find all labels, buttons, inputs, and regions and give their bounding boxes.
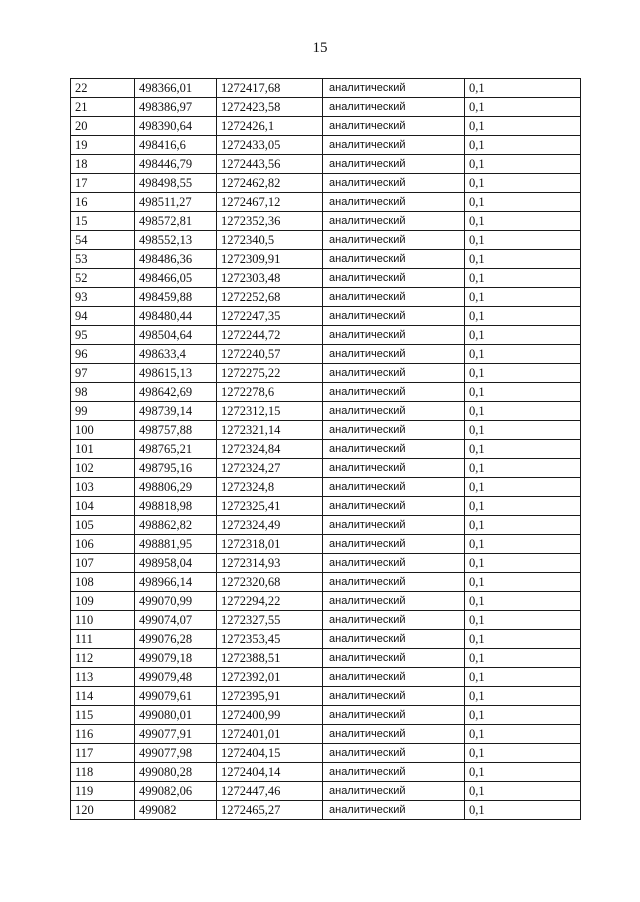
table-row [71, 440, 581, 459]
point-number-cell: 115 [71, 706, 135, 725]
point-number-cell: 105 [71, 516, 135, 535]
y-coordinate-cell: 1272426,1 [217, 117, 323, 136]
x-coordinate-cell: 499076,28 [135, 630, 217, 649]
accuracy-cell: 0,1 [465, 250, 581, 269]
table-row [71, 668, 581, 687]
point-number-cell: 107 [71, 554, 135, 573]
y-coordinate-cell: 1272433,05 [217, 136, 323, 155]
accuracy-cell: 0,1 [465, 535, 581, 554]
x-coordinate-cell: 498504,64 [135, 326, 217, 345]
method-cell: аналитический [323, 763, 465, 782]
accuracy-cell: 0,1 [465, 402, 581, 421]
method-cell: аналитический [323, 383, 465, 402]
table-row [71, 554, 581, 573]
table-row [71, 478, 581, 497]
x-coordinate-cell: 498572,81 [135, 212, 217, 231]
point-number-cell: 93 [71, 288, 135, 307]
point-number-cell: 108 [71, 573, 135, 592]
point-number-cell: 111 [71, 630, 135, 649]
point-number-cell: 53 [71, 250, 135, 269]
method-cell: аналитический [323, 554, 465, 573]
y-coordinate-cell: 1272417,68 [217, 79, 323, 98]
y-coordinate-cell: 1272320,68 [217, 573, 323, 592]
accuracy-cell: 0,1 [465, 98, 581, 117]
method-cell: аналитический [323, 573, 465, 592]
table-row [71, 421, 581, 440]
y-coordinate-cell: 1272404,14 [217, 763, 323, 782]
table-row [71, 98, 581, 117]
method-cell: аналитический [323, 706, 465, 725]
table-row [71, 649, 581, 668]
table-row [71, 250, 581, 269]
x-coordinate-cell: 498552,13 [135, 231, 217, 250]
method-cell: аналитический [323, 155, 465, 174]
x-coordinate-cell: 498416,6 [135, 136, 217, 155]
method-cell: аналитический [323, 801, 465, 820]
x-coordinate-cell: 498642,69 [135, 383, 217, 402]
y-coordinate-cell: 1272443,56 [217, 155, 323, 174]
table-row [71, 706, 581, 725]
accuracy-cell: 0,1 [465, 554, 581, 573]
x-coordinate-cell: 499082,06 [135, 782, 217, 801]
method-cell: аналитический [323, 421, 465, 440]
method-cell: аналитический [323, 269, 465, 288]
x-coordinate-cell: 498881,95 [135, 535, 217, 554]
point-number-cell: 18 [71, 155, 135, 174]
method-cell: аналитический [323, 478, 465, 497]
y-coordinate-cell: 1272244,72 [217, 326, 323, 345]
method-cell: аналитический [323, 687, 465, 706]
point-number-cell: 20 [71, 117, 135, 136]
accuracy-cell: 0,1 [465, 231, 581, 250]
point-number-cell: 94 [71, 307, 135, 326]
y-coordinate-cell: 1272400,99 [217, 706, 323, 725]
table-row [71, 288, 581, 307]
table-row [71, 782, 581, 801]
table-row [71, 573, 581, 592]
accuracy-cell: 0,1 [465, 516, 581, 535]
accuracy-cell: 0,1 [465, 79, 581, 98]
method-cell: аналитический [323, 98, 465, 117]
y-coordinate-cell: 1272324,84 [217, 440, 323, 459]
x-coordinate-cell: 499079,48 [135, 668, 217, 687]
accuracy-cell: 0,1 [465, 459, 581, 478]
point-number-cell: 96 [71, 345, 135, 364]
point-number-cell: 103 [71, 478, 135, 497]
point-number-cell: 112 [71, 649, 135, 668]
y-coordinate-cell: 1272327,55 [217, 611, 323, 630]
accuracy-cell: 0,1 [465, 212, 581, 231]
y-coordinate-cell: 1272392,01 [217, 668, 323, 687]
method-cell: аналитический [323, 364, 465, 383]
accuracy-cell: 0,1 [465, 744, 581, 763]
y-coordinate-cell: 1272321,14 [217, 421, 323, 440]
x-coordinate-cell: 499077,98 [135, 744, 217, 763]
accuracy-cell: 0,1 [465, 725, 581, 744]
table-row [71, 193, 581, 212]
method-cell: аналитический [323, 649, 465, 668]
x-coordinate-cell: 499077,91 [135, 725, 217, 744]
table-row [71, 79, 581, 98]
point-number-cell: 102 [71, 459, 135, 478]
page-number: 15 [312, 40, 328, 56]
y-coordinate-cell: 1272240,57 [217, 345, 323, 364]
y-coordinate-cell: 1272395,91 [217, 687, 323, 706]
y-coordinate-cell: 1272325,41 [217, 497, 323, 516]
table-row [71, 725, 581, 744]
table-row [71, 763, 581, 782]
accuracy-cell: 0,1 [465, 440, 581, 459]
point-number-cell: 116 [71, 725, 135, 744]
point-number-cell: 113 [71, 668, 135, 687]
y-coordinate-cell: 1272340,5 [217, 231, 323, 250]
x-coordinate-cell: 498966,14 [135, 573, 217, 592]
table-row [71, 611, 581, 630]
accuracy-cell: 0,1 [465, 193, 581, 212]
method-cell: аналитический [323, 630, 465, 649]
method-cell: аналитический [323, 231, 465, 250]
point-number-cell: 120 [71, 801, 135, 820]
x-coordinate-cell: 498818,98 [135, 497, 217, 516]
method-cell: аналитический [323, 212, 465, 231]
accuracy-cell: 0,1 [465, 706, 581, 725]
point-number-cell: 104 [71, 497, 135, 516]
accuracy-cell: 0,1 [465, 421, 581, 440]
accuracy-cell: 0,1 [465, 478, 581, 497]
x-coordinate-cell: 498795,16 [135, 459, 217, 478]
accuracy-cell: 0,1 [465, 573, 581, 592]
table-row [71, 516, 581, 535]
x-coordinate-cell: 498459,88 [135, 288, 217, 307]
table-row [71, 497, 581, 516]
point-number-cell: 100 [71, 421, 135, 440]
y-coordinate-cell: 1272467,12 [217, 193, 323, 212]
point-number-cell: 118 [71, 763, 135, 782]
method-cell: аналитический [323, 611, 465, 630]
table-row [71, 535, 581, 554]
method-cell: аналитический [323, 136, 465, 155]
method-cell: аналитический [323, 668, 465, 687]
x-coordinate-cell: 499080,01 [135, 706, 217, 725]
table-row [71, 402, 581, 421]
accuracy-cell: 0,1 [465, 592, 581, 611]
y-coordinate-cell: 1272318,01 [217, 535, 323, 554]
x-coordinate-cell: 498757,88 [135, 421, 217, 440]
x-coordinate-cell: 499079,61 [135, 687, 217, 706]
method-cell: аналитический [323, 725, 465, 744]
table-row [71, 231, 581, 250]
x-coordinate-cell: 498806,29 [135, 478, 217, 497]
accuracy-cell: 0,1 [465, 630, 581, 649]
point-number-cell: 117 [71, 744, 135, 763]
x-coordinate-cell: 498615,13 [135, 364, 217, 383]
method-cell: аналитический [323, 535, 465, 554]
method-cell: аналитический [323, 79, 465, 98]
point-number-cell: 99 [71, 402, 135, 421]
x-coordinate-cell: 498390,64 [135, 117, 217, 136]
method-cell: аналитический [323, 592, 465, 611]
point-number-cell: 119 [71, 782, 135, 801]
point-number-cell: 52 [71, 269, 135, 288]
x-coordinate-cell: 499082 [135, 801, 217, 820]
accuracy-cell: 0,1 [465, 497, 581, 516]
table-row [71, 326, 581, 345]
accuracy-cell: 0,1 [465, 364, 581, 383]
x-coordinate-cell: 499079,18 [135, 649, 217, 668]
x-coordinate-cell: 498765,21 [135, 440, 217, 459]
y-coordinate-cell: 1272324,8 [217, 478, 323, 497]
x-coordinate-cell: 498486,36 [135, 250, 217, 269]
x-coordinate-cell: 498862,82 [135, 516, 217, 535]
accuracy-cell: 0,1 [465, 307, 581, 326]
table-row [71, 136, 581, 155]
point-number-cell: 101 [71, 440, 135, 459]
table-row [71, 307, 581, 326]
accuracy-cell: 0,1 [465, 801, 581, 820]
method-cell: аналитический [323, 782, 465, 801]
accuracy-cell: 0,1 [465, 763, 581, 782]
table-row [71, 364, 581, 383]
accuracy-cell: 0,1 [465, 782, 581, 801]
x-coordinate-cell: 498511,27 [135, 193, 217, 212]
table-row [71, 592, 581, 611]
accuracy-cell: 0,1 [465, 383, 581, 402]
x-coordinate-cell: 498386,97 [135, 98, 217, 117]
x-coordinate-cell: 499080,28 [135, 763, 217, 782]
point-number-cell: 16 [71, 193, 135, 212]
y-coordinate-cell: 1272447,46 [217, 782, 323, 801]
y-coordinate-cell: 1272303,48 [217, 269, 323, 288]
method-cell: аналитический [323, 193, 465, 212]
y-coordinate-cell: 1272312,15 [217, 402, 323, 421]
y-coordinate-cell: 1272278,6 [217, 383, 323, 402]
method-cell: аналитический [323, 174, 465, 193]
method-cell: аналитический [323, 459, 465, 478]
method-cell: аналитический [323, 326, 465, 345]
accuracy-cell: 0,1 [465, 136, 581, 155]
point-number-cell: 21 [71, 98, 135, 117]
table-row [71, 801, 581, 820]
method-cell: аналитический [323, 440, 465, 459]
x-coordinate-cell: 498739,14 [135, 402, 217, 421]
method-cell: аналитический [323, 250, 465, 269]
y-coordinate-cell: 1272462,82 [217, 174, 323, 193]
y-coordinate-cell: 1272294,22 [217, 592, 323, 611]
y-coordinate-cell: 1272423,58 [217, 98, 323, 117]
x-coordinate-cell: 498446,79 [135, 155, 217, 174]
coordinates-table-body [71, 79, 581, 820]
method-cell: аналитический [323, 288, 465, 307]
point-number-cell: 114 [71, 687, 135, 706]
point-number-cell: 22 [71, 79, 135, 98]
y-coordinate-cell: 1272352,36 [217, 212, 323, 231]
x-coordinate-cell: 498958,04 [135, 554, 217, 573]
point-number-cell: 110 [71, 611, 135, 630]
coordinates-table [70, 78, 581, 820]
y-coordinate-cell: 1272465,27 [217, 801, 323, 820]
accuracy-cell: 0,1 [465, 174, 581, 193]
x-coordinate-cell: 498366,01 [135, 79, 217, 98]
table-row [71, 269, 581, 288]
table-row [71, 744, 581, 763]
point-number-cell: 54 [71, 231, 135, 250]
x-coordinate-cell: 498466,05 [135, 269, 217, 288]
accuracy-cell: 0,1 [465, 155, 581, 174]
y-coordinate-cell: 1272388,51 [217, 649, 323, 668]
accuracy-cell: 0,1 [465, 326, 581, 345]
table-row [71, 687, 581, 706]
accuracy-cell: 0,1 [465, 687, 581, 706]
point-number-cell: 106 [71, 535, 135, 554]
accuracy-cell: 0,1 [465, 649, 581, 668]
y-coordinate-cell: 1272401,01 [217, 725, 323, 744]
point-number-cell: 95 [71, 326, 135, 345]
method-cell: аналитический [323, 497, 465, 516]
y-coordinate-cell: 1272275,22 [217, 364, 323, 383]
accuracy-cell: 0,1 [465, 345, 581, 364]
method-cell: аналитический [323, 345, 465, 364]
accuracy-cell: 0,1 [465, 288, 581, 307]
y-coordinate-cell: 1272324,49 [217, 516, 323, 535]
x-coordinate-cell: 498498,55 [135, 174, 217, 193]
point-number-cell: 98 [71, 383, 135, 402]
table-row [71, 117, 581, 136]
point-number-cell: 19 [71, 136, 135, 155]
point-number-cell: 17 [71, 174, 135, 193]
table-row [71, 345, 581, 364]
y-coordinate-cell: 1272404,15 [217, 744, 323, 763]
point-number-cell: 109 [71, 592, 135, 611]
table-row [71, 155, 581, 174]
method-cell: аналитический [323, 402, 465, 421]
accuracy-cell: 0,1 [465, 269, 581, 288]
y-coordinate-cell: 1272247,35 [217, 307, 323, 326]
table-row [71, 383, 581, 402]
method-cell: аналитический [323, 516, 465, 535]
table-row [71, 459, 581, 478]
accuracy-cell: 0,1 [465, 668, 581, 687]
y-coordinate-cell: 1272324,27 [217, 459, 323, 478]
x-coordinate-cell: 498480,44 [135, 307, 217, 326]
y-coordinate-cell: 1272252,68 [217, 288, 323, 307]
method-cell: аналитический [323, 307, 465, 326]
method-cell: аналитический [323, 744, 465, 763]
accuracy-cell: 0,1 [465, 611, 581, 630]
method-cell: аналитический [323, 117, 465, 136]
x-coordinate-cell: 499070,99 [135, 592, 217, 611]
y-coordinate-cell: 1272314,93 [217, 554, 323, 573]
y-coordinate-cell: 1272353,45 [217, 630, 323, 649]
accuracy-cell: 0,1 [465, 117, 581, 136]
y-coordinate-cell: 1272309,91 [217, 250, 323, 269]
point-number-cell: 97 [71, 364, 135, 383]
table-row [71, 174, 581, 193]
x-coordinate-cell: 498633,4 [135, 345, 217, 364]
point-number-cell: 15 [71, 212, 135, 231]
table-row [71, 630, 581, 649]
table-row [71, 212, 581, 231]
x-coordinate-cell: 499074,07 [135, 611, 217, 630]
